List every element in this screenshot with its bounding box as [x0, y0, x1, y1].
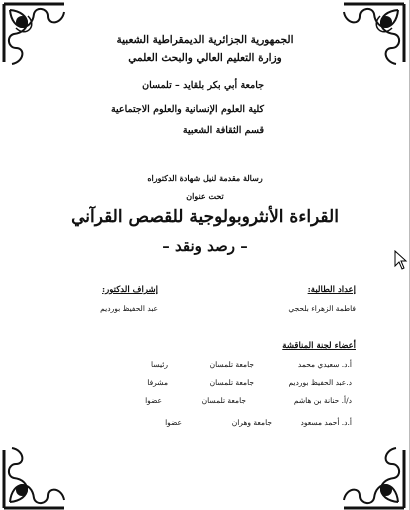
- corner-ornament-bottom-right: [336, 440, 406, 510]
- committee-member-name: أ.د. أحمد مسعود: [300, 418, 352, 427]
- student-name: فاطمة الزهراء بلحجي: [288, 304, 356, 313]
- committee-member-institution: جامعة وهران: [231, 418, 272, 427]
- committee-member-institution: جامعة تلمسان: [209, 360, 254, 369]
- committee-member-role: عضوا: [165, 418, 182, 427]
- supervisor-label: إشراف الدكتور:: [102, 285, 158, 295]
- republic-heading: الجمهورية الجزائرية الديمقراطية الشعبية: [116, 34, 294, 46]
- department-name: قسم الثقافة الشعبية: [182, 125, 264, 136]
- thesis-subtitle: – رصد ونقد –: [162, 237, 248, 255]
- committee-member-name: د/أ. حنانة بن هاشم: [293, 396, 352, 405]
- ministry-heading: وزارة التعليم العالي والبحث العلمي: [128, 52, 282, 64]
- committee-member-role: عضوا: [145, 396, 162, 405]
- committee-member-institution: جامعة تلمسان: [201, 396, 246, 405]
- committee-member-name: د.عبد الحفيظ بورديم: [288, 378, 352, 387]
- student-label: إعداد الطالبة:: [307, 285, 356, 295]
- degree-note: رسالة مقدمة لنيل شهادة الدكتوراه: [147, 173, 263, 183]
- committee-label: أعضاء لجنة المناقشة: [282, 341, 356, 351]
- committee-member-institution: جامعة تلمسان: [209, 378, 254, 387]
- supervisor-name: عبد الحفيظ بورديم: [100, 304, 158, 313]
- committee-member-role: رئيسا: [151, 360, 168, 369]
- faculty-name: كلية العلوم الإنسانية والعلوم الاجتماعية: [110, 104, 264, 115]
- thesis-title: القراءة الأنثروبولوجية للقصص القرآني: [71, 207, 339, 227]
- university-name: جامعة أبي بكر بلقايد – تلمسان: [142, 80, 264, 91]
- committee-member-role: مشرفا: [147, 378, 168, 387]
- committee-member-name: أ.د. سعيدي محمد: [297, 360, 352, 369]
- mouse-cursor-icon: [394, 250, 408, 270]
- under-title-label: تحت عنوان: [186, 191, 224, 201]
- corner-ornament-bottom-left: [2, 440, 72, 510]
